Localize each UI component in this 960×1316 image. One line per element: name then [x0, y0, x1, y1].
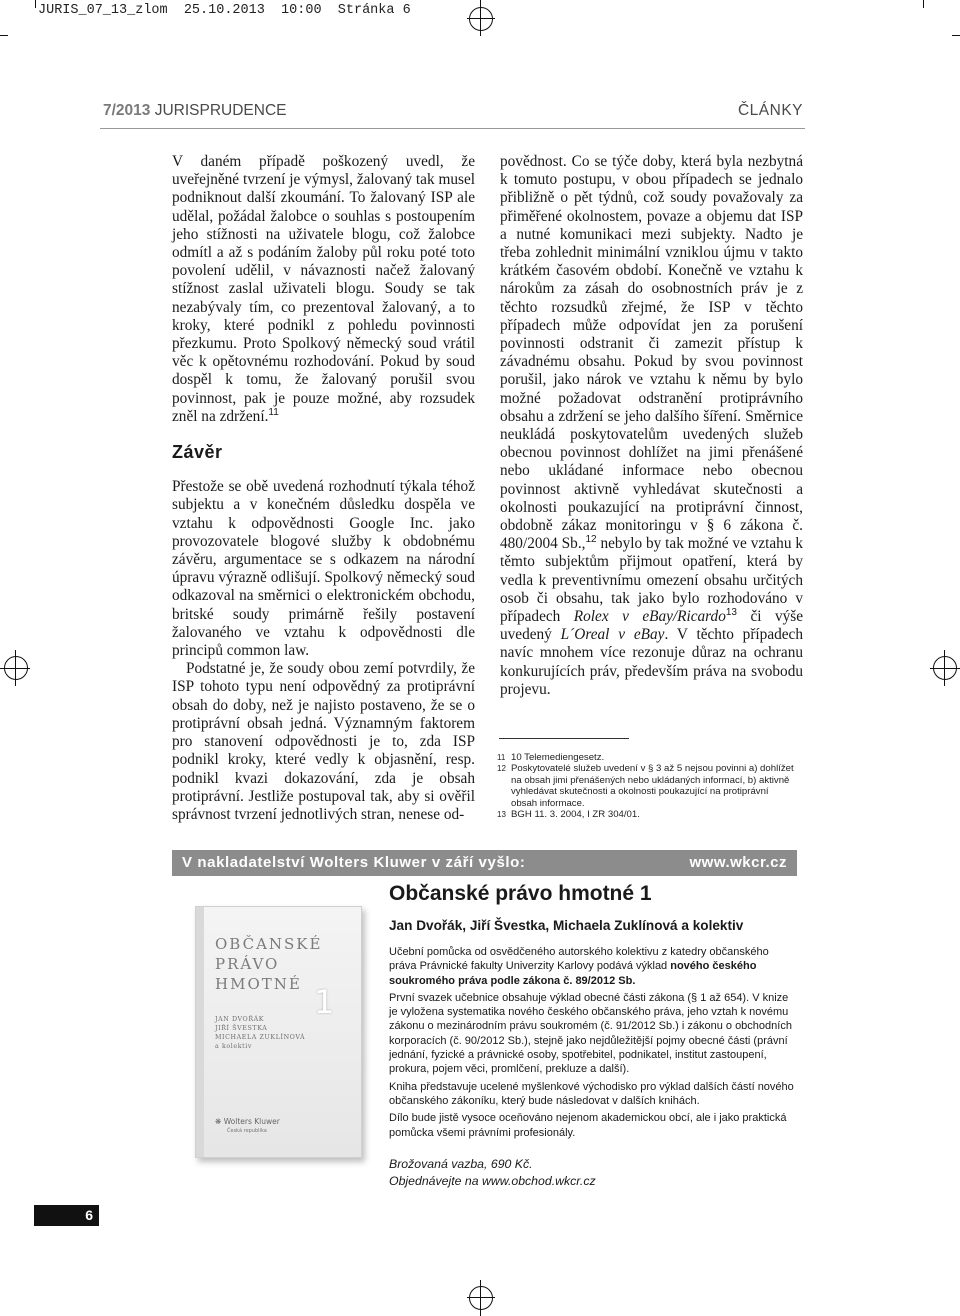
cover-spine-stripe	[196, 907, 204, 1157]
book-description-emphasis: nového českého soukromého práva podle zákona č. 89/2012 Sb.	[389, 960, 757, 987]
footnote-number: 13	[497, 810, 506, 820]
crop-mark	[35, 0, 36, 8]
journal-name: JURISPRUDENCE	[154, 102, 287, 119]
registration-mark-icon	[469, 1286, 493, 1310]
footnote-text: 10 Telemediengesetz.	[511, 752, 605, 763]
cover-author-line: a kolektiv	[215, 1043, 253, 1050]
ad-body	[389, 878, 797, 1188]
book-description: Kniha představuje ucelené myšlenkové východisko pro výklad dalších částí nového občanského zákoníku, který bude následovat v dalších knihách.	[389, 1080, 794, 1107]
crop-mark	[923, 0, 924, 8]
cover-author-line: JIŘÍ ŠVESTKA	[215, 1025, 268, 1032]
right-column	[500, 153, 803, 699]
registration-mark-icon	[933, 656, 957, 680]
crop-mark	[952, 35, 960, 36]
slug-page: Stránka 6	[337, 3, 411, 18]
book-description: První svazek učebnice obsahuje výklad obecné části zákona (§ 1 až 654). V knize je vyložena systematika nového českého občanského práva, jeho vztah k novému zákonu o mezinárodním právu soukromém (č. 91/2012 Sb.) i zákonu o obchodních korporacích (č. 90/2012 Sb.), stejně jako nejdůležitější pojmy obecné části (právní jednání, fyzické a právnické osoby, spotřebitel, podnikatel, institut zastoupení, prokura, pojem věci, promlčení, prekluze a další).	[389, 991, 792, 1076]
paragraph-text: V daném případě poškozený uvedl, že uveřejněné tvrzení je výmysl, žalovaný tak musel podniknout další zkoumání. To žalovaný ISP ale udělal, požádal žalobce o souhlas s postoupením jeho stížnosti na uživatele blogu, což žalobce odmítl a až s podáním žaloby půl roku poté toto povolení udělil, v návaznosti načež žalovaný stížnost zaslal uživateli blogu. Soudy se tak nezabývaly tím, co prezentoval žalovaný, a to kroky, které podnikl z pohledu povinnosti přezkumu. Proto Spolkový německý soud vrátil věc k opětovnému rozhodování. Pokud by soud dospěl k tomu, že žalovaný porušil svou povinnost, pak je pouze možné, aby rozsudek zněl na zdržení.	[172, 153, 475, 425]
cover-authors	[215, 1015, 305, 1051]
book-description: Dílo bude jistě vysoce oceňováno nejenom akademickou obcí, ale i jako praktická pomůcka všemi právními profesionály.	[389, 1112, 787, 1139]
footnote-number: 11	[497, 753, 506, 762]
footnote	[497, 763, 797, 809]
footnotes	[497, 752, 797, 820]
footnote	[497, 752, 797, 763]
paragraph: Přestože se obě uvedená rozhodnutí týkala téhož subjektu a v konečném důsledku dospěla ve vztahu k odpovědnosti Google Inc. jako provozovatele blogové služby k obdobnému závěru, argumentace se s odkazem na národní úpravu výrazně odlišují. Spolkový německý soud odkazoval na směrnici o elektronickém obchodu, britské soudy primárně řešily postavení žalovaného ve vztahu k odpovědnosti dle principů common law.	[172, 478, 475, 660]
ad-banner	[172, 850, 797, 876]
footnote-ref: 11	[268, 406, 279, 418]
book-title: Občanské právo hmotné 1	[389, 882, 652, 905]
slug-time: 10:00	[281, 3, 322, 18]
ad-banner-text: V nakladatelství Wolters Kluwer v září vyšlo:	[182, 854, 526, 871]
page-number: 6	[34, 1205, 99, 1226]
print-slug	[38, 3, 411, 18]
paragraph	[172, 153, 475, 426]
binding-price: Brožovaná vazba, 690 Kč.	[389, 1157, 533, 1171]
footnote-text: BGH 11. 3. 2004, I ZR 304/01.	[511, 809, 640, 821]
cover-publisher	[215, 1117, 280, 1126]
cover-volume-number: 1	[314, 983, 335, 1021]
running-head	[103, 102, 803, 124]
publisher-url[interactable]: www.wkcr.cz	[689, 854, 787, 871]
book-description	[389, 945, 797, 988]
section-name: ČLÁNKY	[737, 102, 803, 119]
book-authors: Jan Dvořák, Jiří Švestka, Michaela Zuklínová a kolektiv	[389, 918, 744, 933]
cover-publisher-sub: Česká republika	[227, 1128, 267, 1134]
issue-number: 7/2013	[103, 102, 151, 119]
footnote-rule	[499, 738, 629, 739]
paragraph	[500, 153, 803, 699]
paragraph-text: či výše uvedený	[500, 608, 803, 644]
left-column	[172, 153, 475, 824]
footnote-number: 12	[497, 764, 506, 774]
footnote-ref: 13	[725, 606, 737, 618]
cover-title-line: HMOTNÉ	[215, 975, 302, 993]
paragraph-text: . V těchto případech navíc mnohem více rezonuje důraz na ochranu konkurujících práv, především práva na svobodu projevu.	[500, 626, 803, 698]
section-heading: Závěr	[172, 442, 223, 463]
order-link[interactable]: Objednávejte na www.obchod.wkcr.cz	[389, 1173, 596, 1188]
book-cover	[195, 906, 362, 1158]
slug-file: JURIS_07_13_zlom	[38, 3, 168, 18]
publisher-logo-icon: ❋	[215, 1117, 222, 1126]
registration-mark-icon	[469, 7, 493, 31]
footnote-ref: 12	[585, 534, 597, 546]
registration-mark-icon	[4, 656, 28, 680]
book-description-text: Učební pomůcka od osvědčeného autorského kolektivu z katedry občanského práva Právnické fakulty Univerzity Karlovy podává výklad	[389, 946, 769, 973]
footnote	[497, 809, 797, 820]
crop-mark	[0, 35, 8, 36]
slug-date: 25.10.2013	[183, 3, 265, 18]
cover-title	[215, 934, 322, 994]
cover-title-line: PRÁVO	[215, 955, 280, 973]
case-name: Rolex v eBay/Ricardo	[573, 608, 726, 626]
paragraph-text: povědnost. Co se týče doby, která byla nezbytná k tomuto postupu, v obou případech se jednalo přibližně o pět týdnů, což soudy považovaly za přiměřené okolnostem, povaze a objemu dat ISP a nutné komunikaci mezi subjekty. Nadto je třeba zohlednit minimální vzniklou újmu v takto krátkém časovém období. Konečně ve vztahu k nárokům za zásah do osobnostních práv je z těchto rozsudků zřejmé, že ISP v těchto případech může odpovídat jen za porušení povinnosti odstranit či zamezit přístup k závadnému obsahu. Pokud by svou povinnost porušil, jako nárok ve vztahu k němu by bylo možné požadovat odstranění protiprávního obsahu a zdržení se jeho dalšího šíření. Směrnice neukládá poskytovatelům uvedených služeb obecnou povinnost dohlížet na jimi přenášené nebo ukládané informace nebo obecnou povinnost aktivně vyhledávat skutečnosti a okolnosti poukazující na protiprávní činnost, obdobně zákaz monitoringu v § 6 zákona č. 480/2004 Sb.,	[500, 153, 803, 553]
paragraph: Podstatné je, že soudy obou zemí potvrdily, že ISP tohoto typu není odpovědný za protiprávní obsah do doby, než je najisto postaveno, že se o protiprávní obsah jedná. Významným faktorem pro stanovení odpovědnosti je to, zda ISP podnikl kroky, které vedly k objasnění, resp. podnikl kvazi dokazování, zda je obsah protiprávní. Jestliže postupoval tak, aby si ověřil správnost tvrzení jednotlivých stran, nenese od-	[172, 660, 475, 823]
footnote-text: Poskytovatelé služeb uvedení v § 3 až 5 nejsou povinni a) dohlížet na obsah jimi přenášených nebo ukládaných informací, b) aktivně vyhledávat skutečnosti a okolnosti poukazující na protiprávní obsah informace.	[511, 763, 794, 809]
cover-author-line: JAN DVOŘÁK	[215, 1016, 265, 1023]
order-info	[389, 1156, 596, 1189]
header-rule	[100, 128, 805, 129]
cover-title-line: OBČANSKÉ	[215, 935, 323, 953]
cover-author-line: MICHAELA ZUKLÍNOVÁ	[215, 1034, 306, 1041]
cover-publisher-name: Wolters Kluwer	[223, 1117, 280, 1126]
case-name: L´Oreal v eBay	[560, 626, 665, 644]
paragraph-text: nebylo by tak možné ve vztahu k těmto subjektům přijmout opatření, která by vedla k preventivnímu omezení obsahu určitých osob či obsahu, tak jako bylo rozhodováno v případech	[500, 535, 804, 626]
